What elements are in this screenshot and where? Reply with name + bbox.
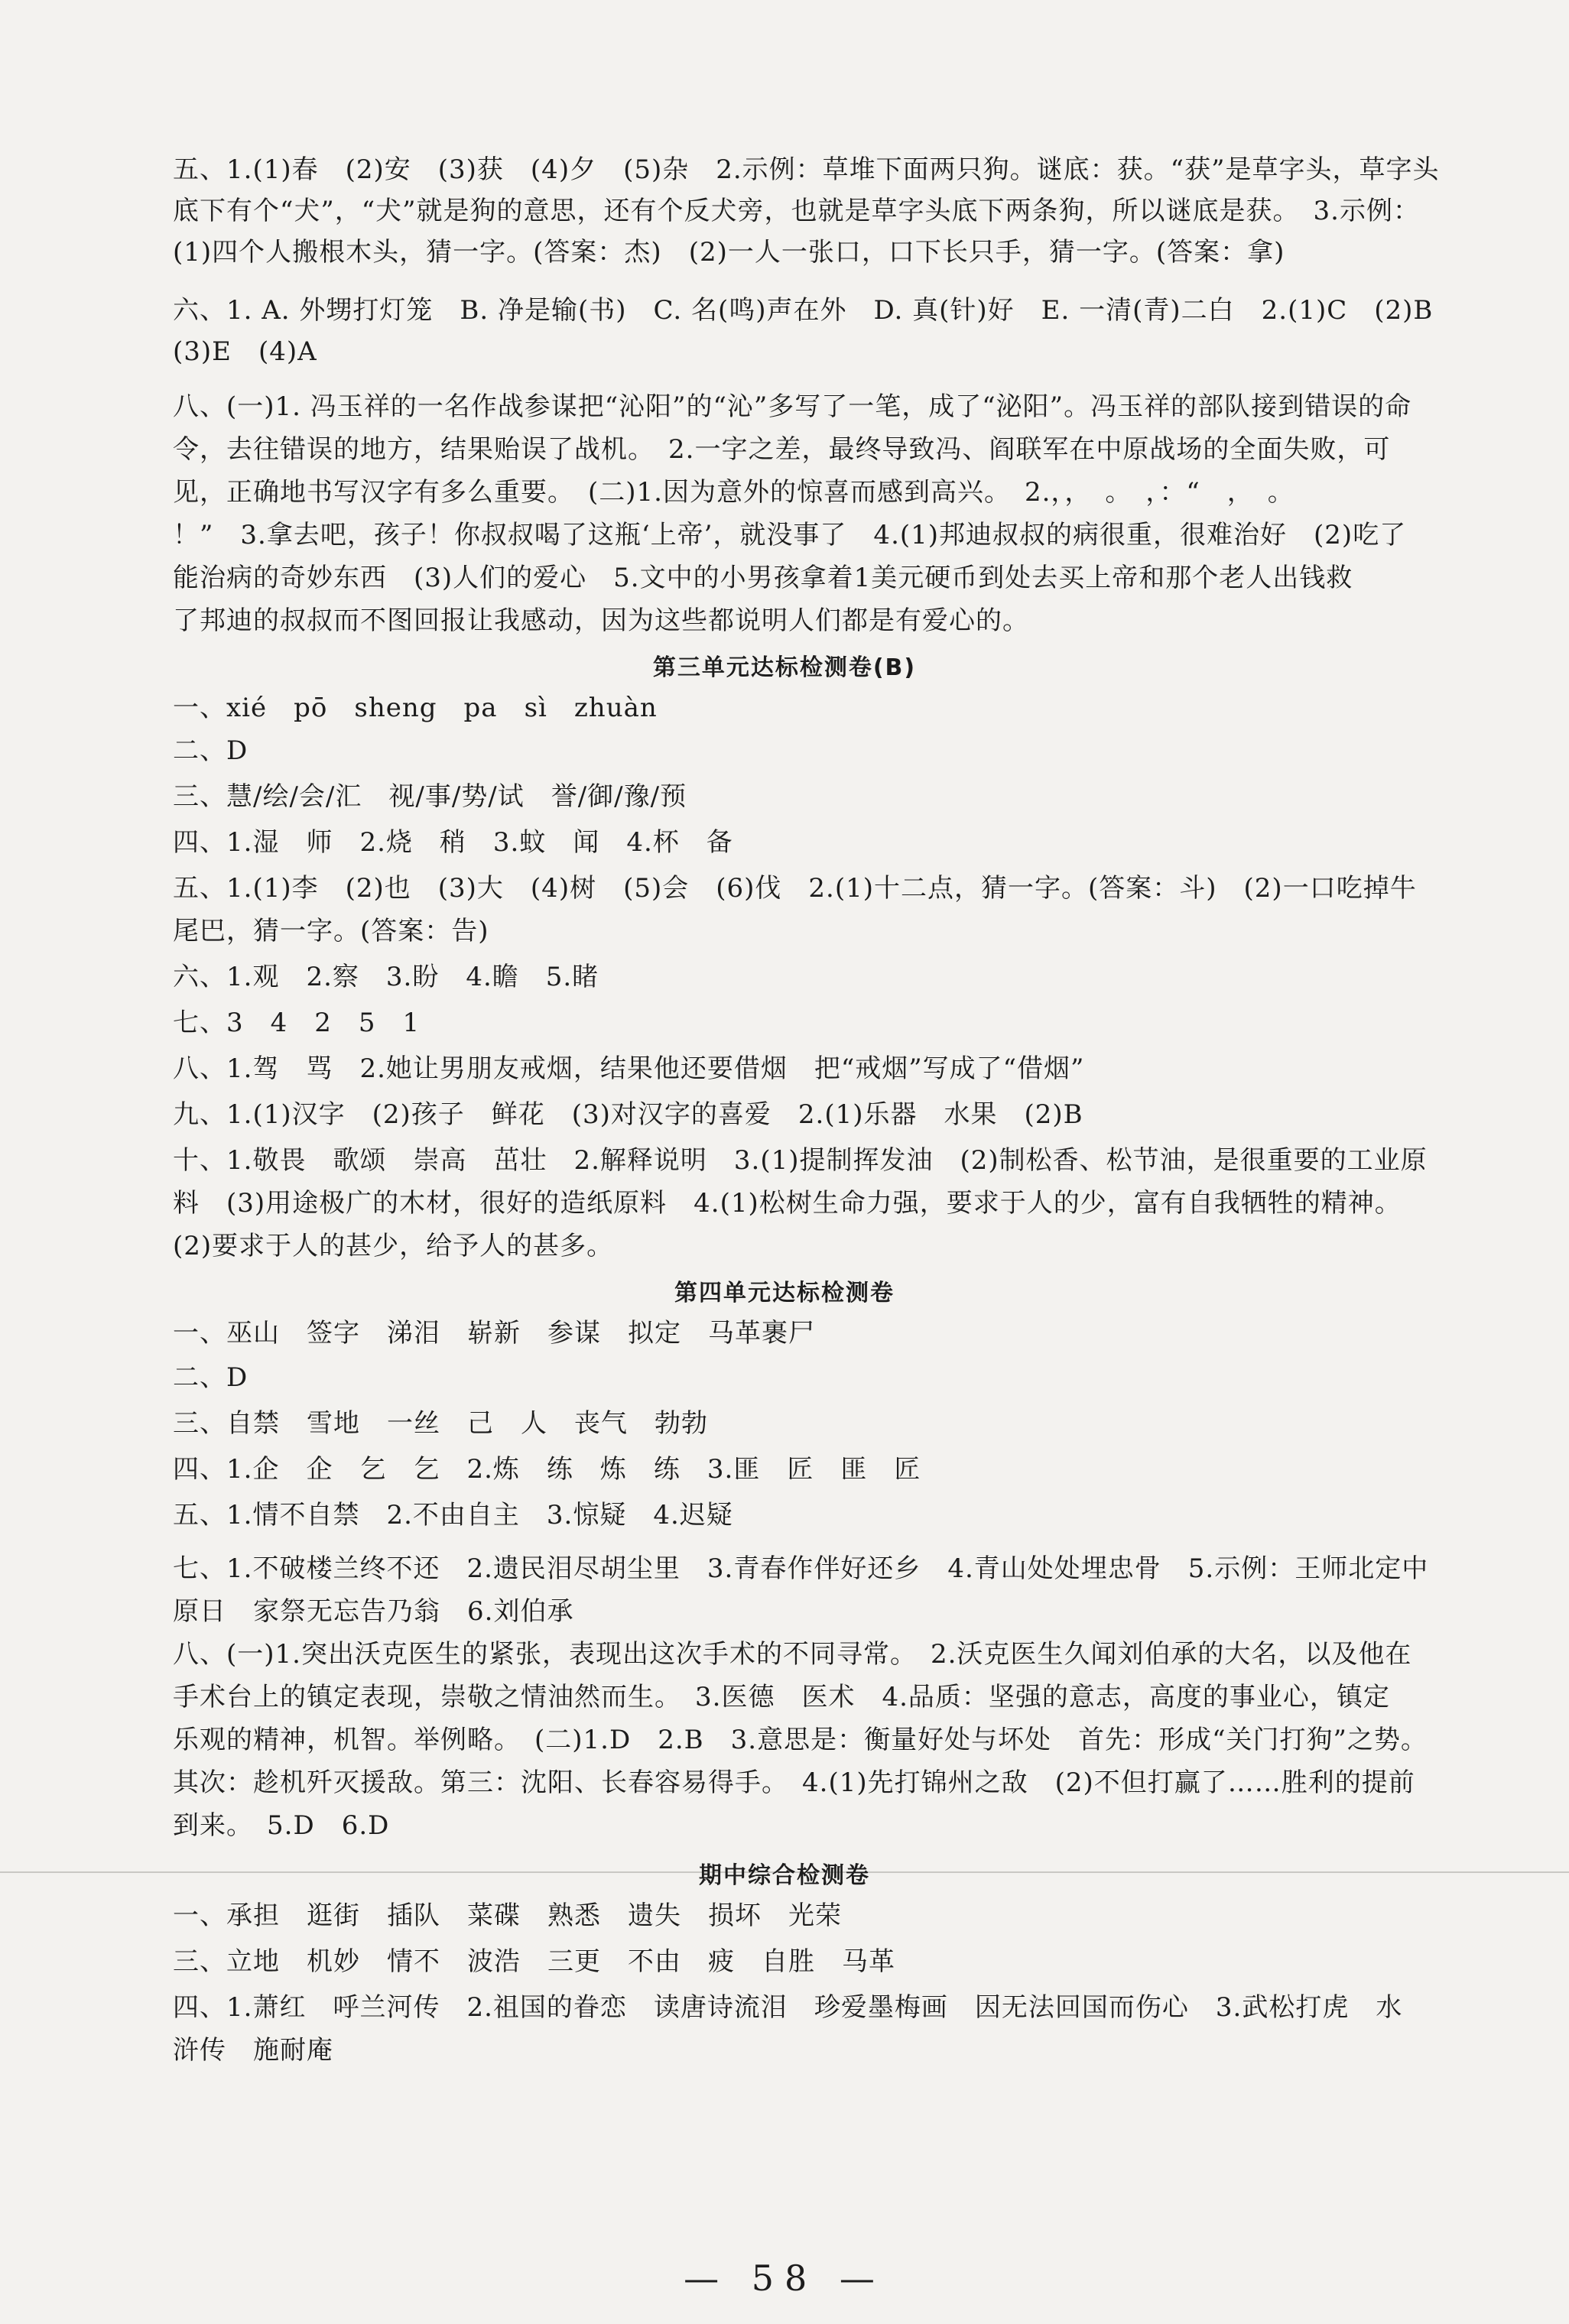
text-line: 一、xié pō sheng pa sì zhuàn [173, 693, 658, 723]
text-line: 五、1.情不自禁 2.不由自主 3.惊疑 4.迟疑 [173, 1500, 733, 1530]
text-line: 浒传 施耐庵 [173, 2035, 333, 2066]
text-line: 料 (3)用途极广的木材，很好的造纸原料 4.(1)松树生命力强，要求于人的少，富有自我牺牲的精神。 [173, 1188, 1402, 1219]
section-heading-unit3: 第三单元达标检测卷(B) [652, 654, 917, 681]
text-line: 手术台上的镇定表现，崇敬之情油然而生。 3.医德 医术 4.品质：坚强的意志，高度的事业心，镇定 [173, 1682, 1390, 1712]
text-line: 底下有个“犬”，“犬”就是狗的意思，还有个反犬旁，也就是草字头底下两条狗，所以谜底是获。 3.示例： [173, 196, 1420, 226]
text-line: 到来。 5.D 6.D [173, 1810, 390, 1841]
text-line: 能治病的奇妙东西 (3)人们的爱心 5.文中的小男孩拿着1美元硬币到处去买上帝和那个老人出钱救 [173, 563, 1353, 593]
text-line: (3)E (4)A [173, 336, 317, 367]
text-line: 六、1. A. 外甥打灯笼 B. 净是输(书) C. 名(鸣)声在外 D. 真(针)好 E. 一清(青)二白 2.(1)C (2)B [173, 295, 1434, 326]
text-line: (1)四个人搬根木头，猜一字。(答案：杰) (2)一人一张口，口下长只手，猜一字。(答案：拿) [173, 237, 1285, 268]
text-line: 四、1.湿 师 2.烧 稍 3.蚊 闻 4.杯 备 [173, 827, 733, 858]
text-line: 八、(一)1.突出沃克医生的紧张，表现出这次手术的不同寻常。 2.沃克医生久闻刘伯承的大名，以及他在 [173, 1639, 1412, 1670]
text-line: 五、1.(1)春 (2)安 (3)获 (4)夕 (5)杂 2.示例：草堆下面两只狗。谜底：获。“获”是草字头，草字头 [173, 154, 1440, 185]
text-line: 九、1.(1)汉字 (2)孩子 鲜花 (3)对汉字的喜爱 2.(1)乐器 水果 (2)B [173, 1099, 1083, 1130]
text-line: 尾巴，猜一字。(答案：告) [173, 916, 489, 946]
text-line: 四、1.企 企 乞 乞 2.炼 练 炼 练 3.匪 匠 匪 匠 [173, 1454, 921, 1485]
text-line: 六、1.观 2.察 3.盼 4.瞻 5.睹 [173, 962, 599, 992]
text-line: 了邦迪的叔叔而不图回报让我感动，因为这些都说明人们都是有爱心的。 [173, 605, 1029, 636]
text-line: 见，正确地书写汉字有多么重要。 (二)1.因为意外的惊喜而感到高兴。 2.，， 。 ，：“ ， 。 [173, 477, 1295, 508]
text-line: 八、1.驾 骂 2.她让男朋友戒烟，结果他还要借烟 把“戒烟”写成了“借烟” [173, 1053, 1085, 1084]
text-line: 二、D [173, 735, 249, 766]
text-line: 十、1.敬畏 歌颂 崇高 茁壮 2.解释说明 3.(1)提制挥发油 (2)制松香、松节油，是很重要的工业原 [173, 1145, 1428, 1176]
section-heading-midterm: 期中综合检测卷 [699, 1862, 870, 1889]
text-line: 原日 家祭无忘告乃翁 6.刘伯承 [173, 1596, 574, 1627]
text-line: 七、3 4 2 5 1 [173, 1008, 421, 1038]
text-line: 四、1.萧红 呼兰河传 2.祖国的眷恋 读唐诗流泪 珍爱墨梅画 因无法回国而伤心 3.武松打虎 水 [173, 1992, 1403, 2023]
text-line: ！” 3.拿去吧，孩子！你叔叔喝了这瓶‘上帝’，就没事了 4.(1)邦迪叔叔的病很重，很难治好 (2)吃了 [173, 520, 1407, 550]
text-line: (2)要求于人的甚少，给予人的甚多。 [173, 1231, 614, 1261]
section-heading-unit4: 第四单元达标检测卷 [674, 1280, 895, 1306]
text-line: 乐观的精神，机智。举例略。 (二)1.D 2.B 3.意思是：衡量好处与坏处 首先：形成“关门打狗”之势。 [173, 1725, 1428, 1755]
text-line: 一、承担 逛街 插队 菜碟 熟悉 遗失 损坏 光荣 [173, 1900, 842, 1931]
text-line: 其次：趁机歼灭援敌。第三：沈阳、长春容易得手。 4.(1)先打锦州之敌 (2)不但打赢了……胜利的提前 [173, 1767, 1415, 1798]
text-line: 三、慧/绘/会/汇 视/事/势/试 誉/御/豫/预 [173, 781, 687, 812]
text-line: 七、1.不破楼兰终不还 2.遗民泪尽胡尘里 3.青春作伴好还乡 4.青山处处埋忠骨 5.示例：王师北定中 [173, 1553, 1429, 1584]
text-line: 二、D [173, 1362, 249, 1393]
page-number: — 58 — [684, 2257, 885, 2299]
text-line: 五、1.(1)李 (2)也 (3)大 (4)树 (5)会 (6)伐 2.(1)十二点，猜一字。(答案：斗) (2)一口吃掉牛 [173, 873, 1417, 904]
text-line: 令，去往错误的地方，结果贻误了战机。 2.一字之差，最终导致冯、阎联军在中原战场的全面失败，可 [173, 434, 1391, 465]
text-line: 三、自禁 雪地 一丝 己 人 丧气 勃勃 [173, 1408, 708, 1439]
text-line: 八、(一)1. 冯玉祥的一名作战参谋把“沁阳”的“沁”多写了一笔，成了“泌阳”。冯玉祥的部队接到错误的命 [173, 391, 1412, 422]
text-line: 一、巫山 签字 涕泪 崭新 参谋 拟定 马革裹尸 [173, 1318, 815, 1349]
text-line: 三、立地 机妙 情不 波浩 三更 不由 疲 自胜 马革 [173, 1946, 895, 1977]
